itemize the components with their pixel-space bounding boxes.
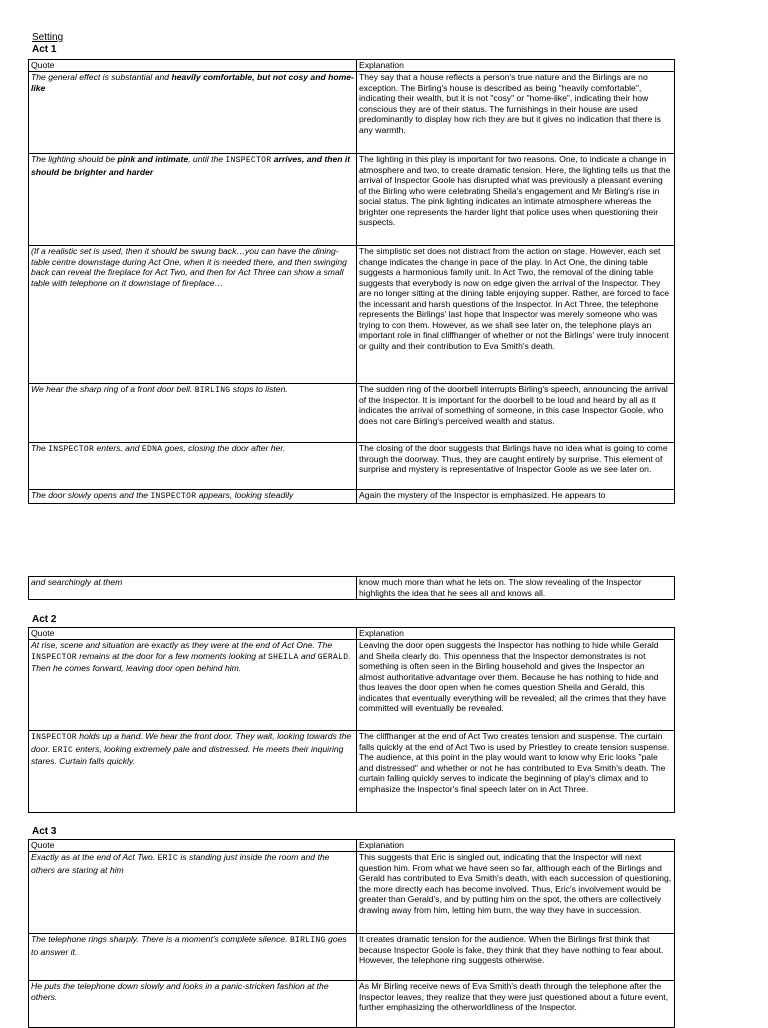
quote-text: is standing just inside the room and the others are staring at him	[31, 852, 330, 875]
table-row	[29, 154, 675, 246]
character-name: SHEILA	[268, 652, 299, 662]
quote-text: The lighting should be	[31, 154, 118, 164]
explanation-column-header: Explanation	[357, 628, 675, 640]
quote-text: The	[31, 443, 49, 453]
quote-text: arrives, and then it should be brighter and harder	[31, 154, 351, 177]
character-name: BIRLING	[194, 386, 231, 395]
explanation-cell: Again the mystery of the Inspector is emphasized. He appears to	[357, 490, 675, 504]
quote-text: goes to answer it.	[31, 934, 347, 957]
quote-cell	[29, 731, 357, 813]
quote-cell	[29, 640, 357, 731]
act1-heading: Act 1	[32, 44, 57, 55]
act2-heading: Act 2	[32, 614, 57, 625]
quote-text: pink and intimate	[117, 154, 189, 164]
act1-table	[28, 59, 675, 504]
quote-text: The door slowly opens and the	[31, 490, 151, 500]
quote-column-header: Quote	[29, 840, 357, 852]
character-name: INSPECTOR	[225, 156, 272, 165]
quote-text: enters, looking extremely pale and distressed. He meets their inquiring stares. Curtain falls quickly.	[31, 743, 344, 766]
quote-cell	[29, 384, 357, 443]
quote-text: (If a realistic set is used, then it should be swung back…you can have the dining-table centre downstage during Act One, when it is needed there, and then swinging back can reveal the fireplace for Act Two, and then for Act Three can show a small table with telephone on it downstage of fireplace…	[31, 246, 347, 288]
quote-cell	[29, 443, 357, 490]
quote-column-header: Quote	[29, 60, 357, 72]
table-row	[29, 490, 675, 504]
quote-cell	[29, 490, 357, 504]
table-row	[29, 731, 675, 813]
act1-continued-table	[28, 576, 675, 600]
table-row	[29, 852, 675, 934]
table-row	[29, 443, 675, 490]
explanation-cell: know much more than what he lets on. The slow revealing of the Inspector highlights the idea that he sees all and knows all.	[357, 577, 675, 600]
act3-table	[28, 839, 675, 1028]
table-header-row	[29, 60, 675, 72]
table-row	[29, 577, 675, 600]
character-name: EDNA	[141, 445, 163, 454]
character-name: INSPECTOR	[31, 652, 77, 662]
explanation-cell: It creates dramatic tension for the audience. When the Birlings first think that because Inspector Goole is fake, they think that they have nothing to fear about. However, the telephone ring suggests otherwise.	[357, 934, 675, 981]
character-name: BIRLING	[289, 936, 326, 945]
character-name: ERIC	[52, 745, 74, 755]
table-row	[29, 934, 675, 981]
quote-text: and searchingly at them	[31, 577, 123, 587]
character-name: INSPECTOR	[150, 492, 197, 501]
table-row	[29, 640, 675, 731]
explanation-cell: The closing of the door suggests that Birlings have no idea what is going to come through the doorway. Thus, they are caught entirely by surprise. This element of surprise and mystery is representative of Inspector Goole as we see later on.	[357, 443, 675, 490]
quote-text: He puts the telephone down slowly and looks in a panic-stricken fashion at the others.	[31, 981, 329, 1002]
quote-text: appears, looking steadily	[196, 490, 294, 500]
table-header-row	[29, 840, 675, 852]
quote-text: remains at the door for a few moments looking at	[76, 650, 268, 661]
quote-cell	[29, 154, 357, 246]
character-name: GERALD	[317, 652, 349, 662]
explanation-column-header: Explanation	[357, 840, 675, 852]
table-row	[29, 246, 675, 384]
explanation-cell: The cliffhanger at the end of Act Two creates tension and suspense. The curtain falls quickly at the end of Act Two is used by Priestley to create tension suspense. The audience, at this point in the play would want to know why Eric looks "pale and distressed" and whether or not he has contributed to Eva Smith's death. The curtain falling quickly serves to indicate the beginning of play's climax and to emphasize the Inspector's final speech later on in Act Three.	[357, 731, 675, 813]
explanation-column-header: Explanation	[357, 60, 675, 72]
quote-text: stops to listen.	[230, 384, 288, 394]
quote-text: heavily comfortable, but not cosy and home-like	[31, 72, 354, 93]
setting-heading: Setting	[32, 32, 64, 43]
quote-cell	[29, 934, 357, 981]
quote-text: holds up a hand. We hear the front door. They wait, looking towards the door.	[31, 731, 352, 754]
character-name: INSPECTOR	[48, 445, 95, 454]
quote-text: enters, and	[94, 443, 142, 453]
quote-text: Exactly as at the end of Act Two.	[31, 852, 158, 862]
quote-cell	[29, 246, 357, 384]
quote-cell	[29, 72, 357, 154]
table-row	[29, 981, 675, 1028]
explanation-cell: Leaving the door open suggests the Inspector has nothing to hide while Gerald and Sheila clearly do. This openness that the Inspector demonstrates is not something is often seen in the Birling household and gives the Inspector an almost authoritative advantage over them. Because he has nothing to hide and thus leaves the door open when he comes question Sheila and Gerald, this indicates that eventually everything will be revealed; all the crimes that they have committed will eventually be revealed.	[357, 640, 675, 731]
quote-text: . Then he comes forward, leaving door open behind him.	[31, 650, 351, 673]
character-name: INSPECTOR	[31, 733, 77, 742]
explanation-cell: The simplistic set does not distract from the action on stage. However, each set change indicates the change in pace of the play. In Act One, the dining table suggests a harmonious family unit. In Act Two, the removal of the dining table suggests that everybody is now on edge given the arrival of the Inspector. They are no longer sitting at the dining table enjoying supper. Rather, are forced to face the incessant and harsh questions of the Inspector. In Act Three, the telephone represents the Birlings' last hope that Inspector was merely someone who was trying to con them. However, as we shall see later on, the telephone plays an important role in final cliffhanger of whether or not the Birlings' were truly innocent or guilty and their contribution to Eva Smith's death.	[357, 246, 675, 384]
quote-text: and	[298, 650, 318, 661]
quote-column-header: Quote	[29, 628, 357, 640]
quote-cell	[29, 981, 357, 1028]
explanation-cell: They say that a house reflects a person's true nature and the Birlings are no exception. The Birling's house is described as being "heavily comfortable", indicating their wealth, but it is not "cosy" or "home-like", indicating their how conscious they are of their status. The furnishings in their house are used predominantly to display how rich they are but it gives no indication that there is any warmth.	[357, 72, 675, 154]
quote-text: We hear the sharp ring of a front door bell.	[31, 384, 195, 394]
quote-text: The telephone rings sharply. There is a moment's complete silence.	[31, 934, 290, 944]
quote-text: At rise, scene and situation are exactly as they were at the end of Act One. The	[31, 640, 333, 650]
table-header-row	[29, 628, 675, 640]
explanation-cell: The lighting in this play is important for two reasons. One, to indicate a change in atmosphere and two, to create dramatic tension. Here, the lighting tells us that the arrival of Inspector Goole has disrupted what was previously a pleasant evening of the Birling who were celebrating Sheila's engagement and Mr Birling's rise in social status. The pink lighting indicates an intimate atmosphere whereas the brighter one represents the harder light that police uses when questioning their suspects.	[357, 154, 675, 246]
quote-text: , until the	[188, 154, 226, 164]
explanation-cell: The sudden ring of the doorbell interrupts Birling's speech, announcing the arrival of the Inspector. It is important for the doorbell to be loud and heard by all as it indicates the arrival of something of someone, in this case Inspector Goole, who does not care Birling's perceived wealth and status.	[357, 384, 675, 443]
table-row	[29, 384, 675, 443]
act3-heading: Act 3	[32, 826, 57, 837]
quote-cell	[29, 577, 357, 600]
quote-text: goes, closing the door after her.	[162, 443, 286, 453]
explanation-cell: This suggests that Eric is singled out, indicating that the Inspector will next question him. From what we have seen so far, although each of the Birlings and Gerald has contributed to Eva Smith's death, with each succession of questioning, the more directly each has become involved. Thus, Eric's involvement would be greater than Gerald's, and by putting him on the spot, the others are collectively drawing away from him, letting him burn, the way they have in succession.	[357, 852, 675, 934]
act2-table	[28, 627, 675, 813]
quote-cell	[29, 852, 357, 934]
explanation-cell: As Mr Birling receive news of Eva Smith's death through the telephone after the Inspector leaves, they realize that they were just questioned about a future event, further emphasizing the otherworldliness of the Inspector.	[357, 981, 675, 1028]
character-name: ERIC	[157, 854, 178, 863]
table-row	[29, 72, 675, 154]
quote-text: The general effect is substantial and	[31, 72, 172, 82]
